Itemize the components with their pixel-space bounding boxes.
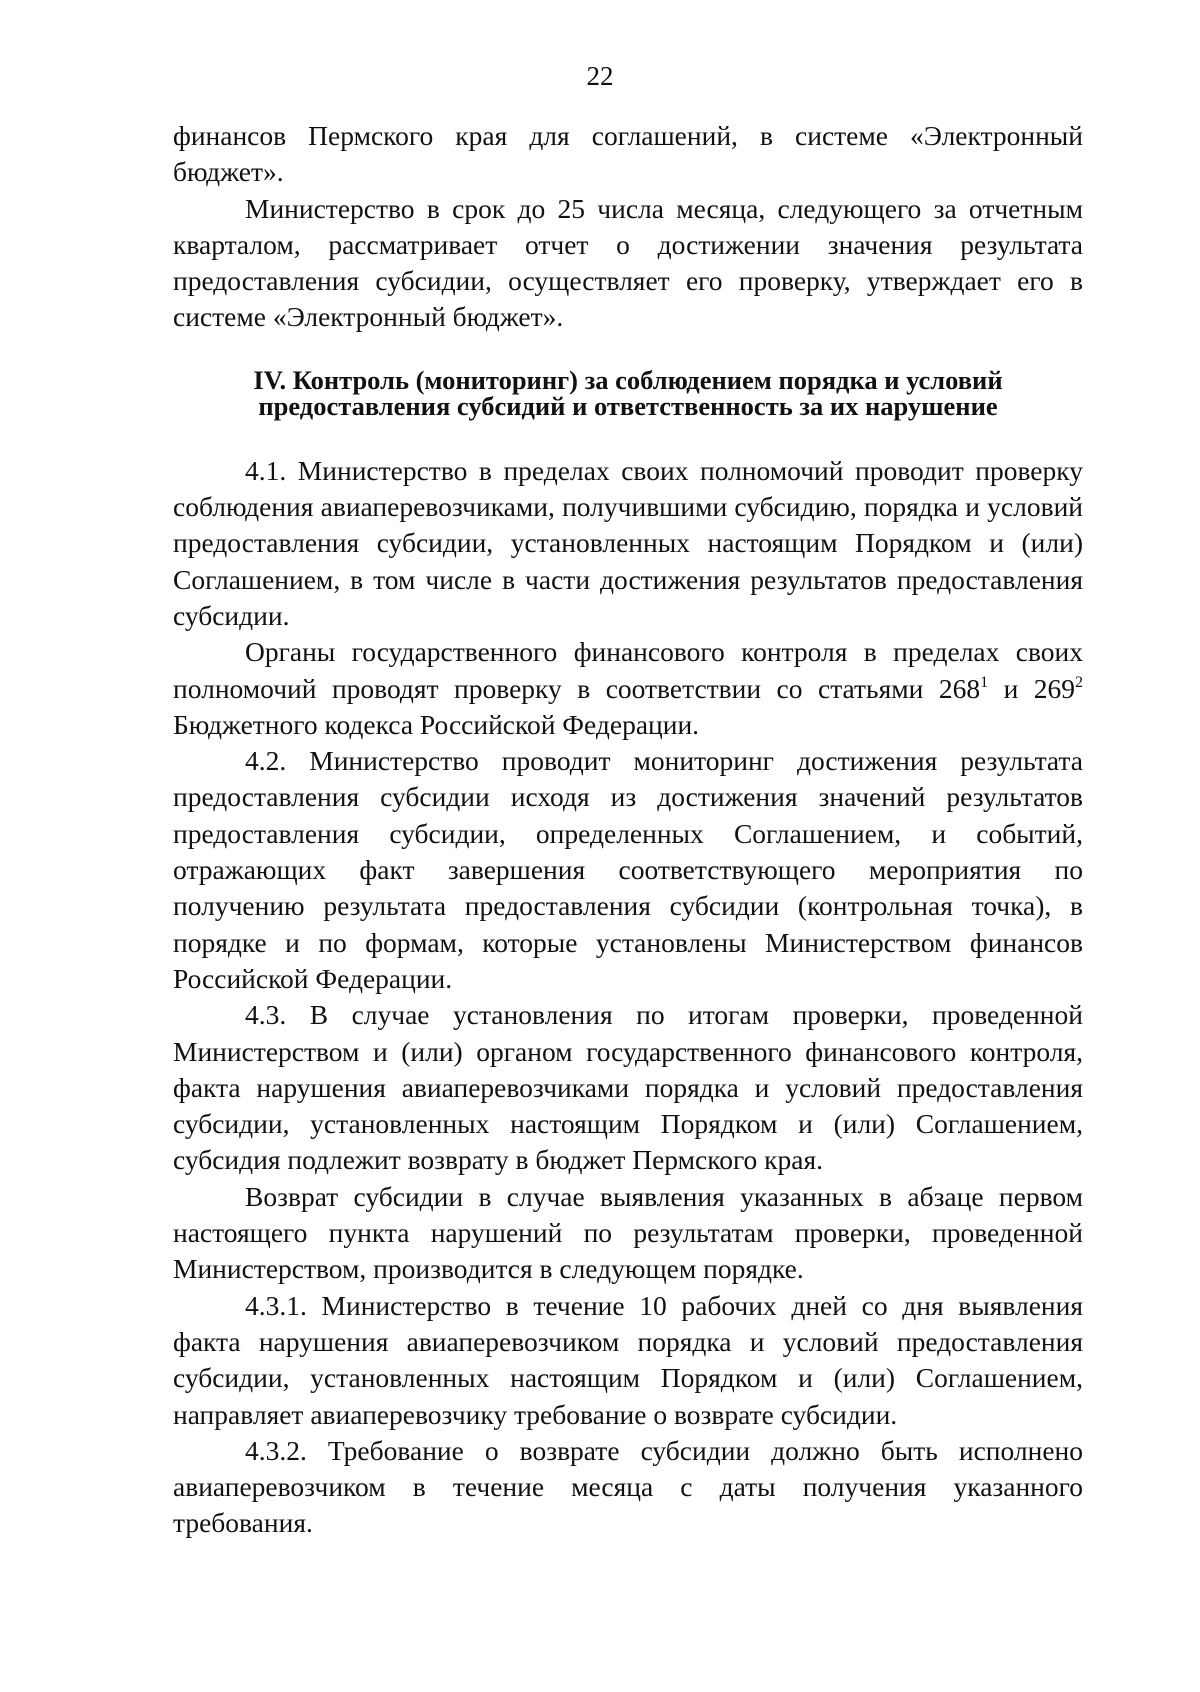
paragraph-4-3-1: 4.3.1. Министерство в течение 10 рабочих дней со дня выявления факта нарушения авиаперевозчиком порядка и условий предоставления субсидии, установленных настоящим Порядком и (или) Соглашением, направляет авиаперевозчику требование о возврате субсидии. [173,1289,1083,1430]
section-heading [173,364,1083,421]
section-heading-line-2: предоставления субсидий и ответственность за их нарушение [258,390,998,421]
paragraph-4-2: 4.2. Министерство проводит мониторинг достижения результата предоставления субсидии исходя из достижения значений результатов предоставления субсидии, определенных Соглашением, и событий, отражающих факт завершения соответствующего мероприятия по получению результата предоставления субсидии (контрольная точка), в порядке и по формам, которые установлены Министерством финансов Российской Федерации. [173,745,1083,994]
article-269-superscript: 2 [1075,673,1084,691]
paragraph-financial-control-bodies [173,634,1083,743]
document-body [173,118,1083,1542]
financial-control-text-b: и 269 [988,672,1076,704]
paragraph-subsidy-return: Возврат субсидии в случае выявления указанных в абзаце первом настоящего пункта нарушений по результатам проверки, проведенной Министерством, производится в следующем порядке. [173,1180,1083,1285]
financial-control-text-a: Органы государственного финансового контроля в пределах своих полномочий проводят проверку в соответствии со статьями 268 [173,636,1083,704]
paragraph-4-1: 4.1. Министерство в пределах своих полномочий проводит проверку соблюдения авиаперевозчиками, получившими субсидию, порядка и условий предоставления субсидии, установленных настоящим Порядком и (или) Соглашением, в том числе в части достижения результатов предоставления субсидии. [173,454,1083,631]
article-268-superscript: 1 [980,673,989,691]
paragraph-ministry-report-review: Министерство в срок до 25 числа месяца, следующего за отчетным кварталом, рассматривает отчет о достижении значения результата предоставления субсидии, осуществляет его проверку, утверждает его в системе «Электронный бюджет». [173,192,1083,333]
paragraph-4-3: 4.3. В случае установления по итогам проверки, проведенной Министерством и (или) органом государственного финансового контроля, факта нарушения авиаперевозчиками порядка и условий предоставления субсидии, установленных настоящим Порядком и (или) Соглашением, субсидия подлежит возврату в бюджет Пермского края. [173,999,1083,1176]
page-number: 22 [586,61,614,91]
section-heading-line-1: IV. Контроль (мониторинг) за соблюдением порядка и условий [253,364,1003,395]
financial-control-text-c: Бюджетного кодекса Российской Федерации. [173,708,700,740]
paragraph-4-3-2: 4.3.2. Требование о возврате субсидии должно быть исполнено авиаперевозчиком в течение месяца с даты получения указанного требования. [173,1434,1083,1539]
paragraph-intro-continuation: финансов Пермского края для соглашений, в системе «Электронный бюджет». [173,120,1083,188]
